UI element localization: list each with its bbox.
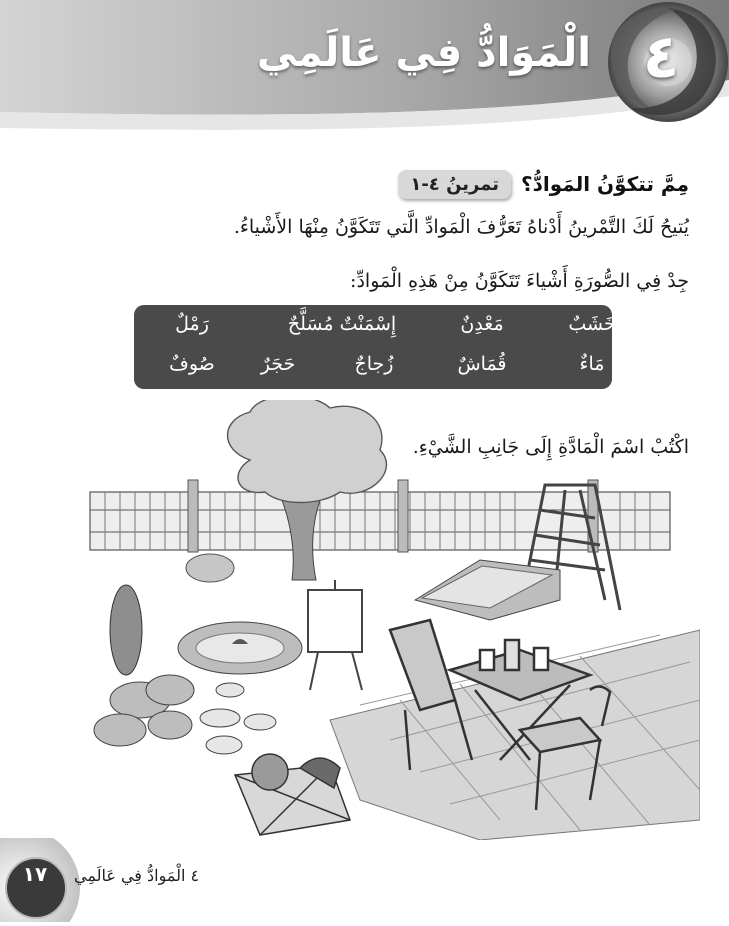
material-word: مَعْدِنٌ: [460, 313, 504, 335]
footer-chapter-label: ٤ الْمَوادُّ فِي عَالَمِي: [74, 866, 200, 885]
material-word: مَاءٌ: [579, 353, 605, 375]
easel: [308, 580, 362, 690]
sandpit: [415, 560, 560, 620]
exercise-tag: تمرينُ ٤-١: [398, 170, 511, 199]
material-word: حَجَرٌ: [260, 353, 296, 375]
materials-box: [134, 305, 616, 389]
chapter-number: ٤: [642, 22, 680, 92]
chapter-banner: [0, 0, 729, 150]
exercise-heading: [398, 166, 689, 202]
page-number: ١٧: [22, 862, 48, 886]
chapter-title: الْمَوَادُّ فِي عَالَمِي: [256, 30, 591, 76]
garden-illustration: [60, 400, 700, 840]
material-word: زُجاجٌ: [354, 353, 394, 375]
find-instruction: جِدْ فِي الصُّورَةِ أَشْياءَ تَتَكَوَّنُ مِنْ هَذِهِ الْمَوادِّ:: [350, 270, 689, 292]
material-word: إِسْمَنْتٌ مُسَلَّحٌ: [287, 313, 397, 335]
material-word: خَشَبٌ: [568, 313, 616, 335]
rocks: [94, 675, 194, 746]
material-word: صُوفٌ: [169, 353, 215, 375]
stepping-stones: [200, 683, 276, 754]
clothes-box: [235, 754, 350, 835]
pond: [178, 622, 302, 674]
tree: [228, 400, 387, 580]
intro-text: يُتيحُ لَكَ التَّمْرينُ أَدْناهُ تَعَرُّفَ الْمَوادِّ الَّتي تَتَكَوَّنُ مِنْهَا الأَشْياءُ.: [233, 216, 689, 238]
write-instruction: اكْتُبْ اسْمَ الْمَادَّةِ إِلَى جَانِبِ الشَّيْءِ.: [412, 436, 689, 458]
material-word: رَمْلٌ: [175, 313, 209, 335]
exercise-title: مِمَّ تتكوَّنُ المَوادُّ؟: [521, 172, 689, 196]
material-word: قُمَاشٌ: [457, 353, 507, 375]
